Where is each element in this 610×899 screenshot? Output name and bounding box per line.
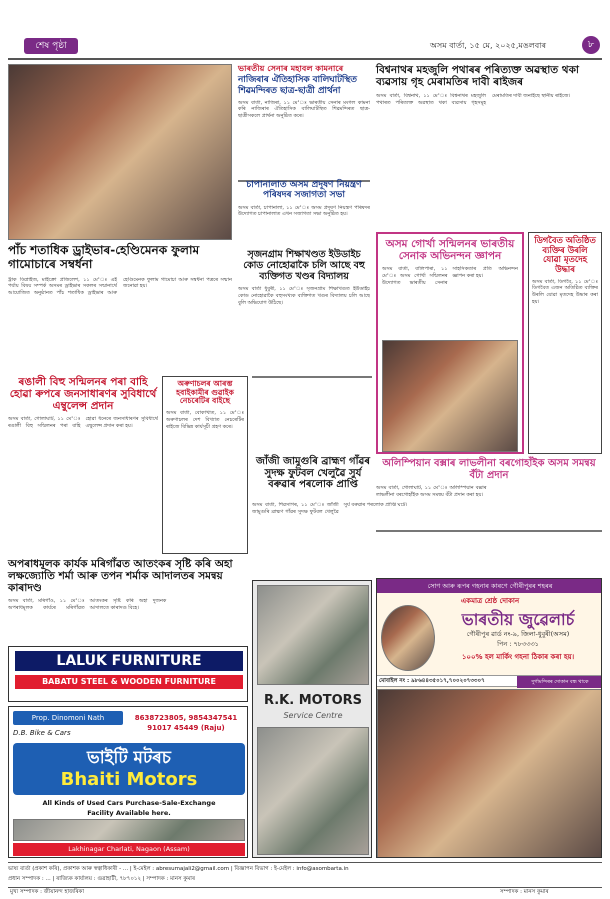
- ad-tag: D.B. Bike & Cars: [13, 729, 71, 737]
- ad-cars-image: [13, 819, 245, 841]
- headline: বিশ্বনাথৰ মহজুলি পথাৰৰ পৰিত্যক্ত অৱস্থাত থকা ব্যৱসায় গৃহ মেৰামতিৰ দাবী ৰাইজৰ: [376, 64, 579, 89]
- spacer: [252, 376, 372, 378]
- page-number: ৮: [582, 36, 600, 54]
- headline: চাপানালাত অসম প্ৰদূষণ নিয়ন্ত্ৰণ পৰিষদৰ সজাগতা সভা: [246, 180, 362, 201]
- article-body: অসম বাৰ্তা, নাজিৰা, ১১ মে’ঃ ভাৰতীয় সেনাৰ মংগল কামনা কৰি নাজিৰাৰ ঐতিহাসিক বালিঘাটস্থিত শিৱমন্দিৰত ছাত্ৰ-ছাত্ৰীসকলে প্ৰাৰ্থনা অনুষ্ঠিত কৰে।: [238, 99, 370, 120]
- footer-left: মুখ্য সম্পাদক : জীয়ানন্দ হাজৰিকা: [10, 889, 84, 895]
- footer-line2: প্ৰধান সম্পাদক : ... | ৰাজ্যিক কাৰ্যালয় : গুৱাহাটী, ৭৮৭০১২ | সম্পাদক : মানস কুমাৰ: [8, 876, 195, 882]
- ad-brand-english: Bhaiti Motors: [60, 769, 198, 790]
- ad-line2: Facility Available here.: [87, 809, 171, 817]
- headline: অৰুণাচলৰ আৰম্ভ হবাইকামীৰ গুৱাইক নেচৰেটিৰ বাইছে: [176, 379, 234, 406]
- ad-bharatiya-jewellers[interactable]: [376, 578, 602, 858]
- ad-top: সোণ আৰু ৰূপৰ গহনাৰ কাৰণে গৌৰীপুৰৰ শহৰৰ: [377, 579, 602, 593]
- ad-subtitle: Service Centre: [283, 711, 343, 720]
- article-body: অসম বাৰ্তা, বোকাখাত, ১১ মে’ঃ অৰুণাচলৰ দেশ বিখ্যাত নেচৰেটিৰ ৰাইজে বিভিন্ন কাৰ্যসূচী গ্ৰহণ কৰে।: [166, 410, 244, 430]
- headline: নাজিৰাৰ ঐতিহাসিক বালিঘাটস্থিত শিৱমন্দিৰত ছাত্ৰ-ছাত্ৰী প্ৰাৰ্থনা: [238, 75, 357, 96]
- article-arunachal: [162, 376, 248, 554]
- ad-promise: ১০০% হল মাৰ্কিং গহনা ঠিকাৰ কৰা হয়।: [461, 653, 575, 661]
- article-school-code: [238, 250, 370, 404]
- ad-brand-banner: [13, 743, 245, 795]
- ad-laluk-furniture[interactable]: [8, 646, 248, 702]
- article-body: অসম বাৰ্তা, চাপানালা, ১১ মে’ঃ অসম প্ৰদূষণ নিয়ন্ত্ৰণ পৰিষদৰ উদ্যোগত চাপানালাত এখন সজাগতা সভা অনুষ্ঠিত হয়।: [238, 204, 370, 218]
- article-body: ট্ৰাক ডিপ্লাইজ, মাইক্ৰো প্ৰজিলেশ, ১১ মে’ঃ এই পৰ্যায় বিষয় সম্পৰ্ক অসমৰ ড্ৰাইভাৰ সকলৰ সন্মানাৰ্থে আয়োজিত অনুষ্ঠানত পাঁচ শতাধিক ড্ৰাইভাৰ আৰু হেণ্ডিমেনক ফুলাম গামোচা আৰু সম্বৰ্ধনা পত্ৰৰে সন্মান জনোৱা হয়।: [8, 276, 232, 297]
- ad-brand-assamese: ভাইটি মটৰচ: [87, 748, 171, 768]
- ad-address: Lakhinagar Charlati, Nagaon (Assam): [13, 843, 245, 856]
- ad-right-note: দুৰ্গামন্দিৰৰ দোকান বন্ধ থাকে: [517, 676, 602, 688]
- headline: জাঁজী জামুগুৰি ব্ৰাহ্মণ গাঁৱৰ সুদক্ষ ফুটবল খেলুৱৈ সুৰ্য বৰুৱাৰ পৰলোক প্ৰাপ্তি: [256, 456, 370, 490]
- ad-addr: গৌৰীপুৰ ৱাৰ্ড নং-৯, জিলা-ধুবুৰী(অসম): [466, 630, 570, 638]
- article-body: অসম বাৰ্তা, ডিগবৈ, ১১ মে’ঃ ডিগবৈত এজন অতিষ্ঠিত ব্যক্তিৰ উৰলি যোৱা মৃতদেহ উদ্ধাৰ কৰা হয়।: [532, 278, 598, 306]
- ad-title: LALUK FURNITURE: [15, 651, 243, 671]
- ad-owner: Prop. Dinomoni Nath: [13, 711, 123, 725]
- article-digboi: [528, 232, 602, 454]
- ad-pin: পিন : ৭৮৩৩৩১: [497, 640, 539, 648]
- article-body: অসম বাৰ্তা, গোলাঘাট, ১১ মে’ঃ ৰঙালী বিহু সন্মিলনৰ পৰা বাহি হোৱা ধনেৰে জনসাধাৰণৰ সুবিধাৰ্থে এম্বুলেন্স প্ৰদান কৰা হয়।: [8, 416, 158, 429]
- footer-line1: ভাষ্য বাৰ্তা (প্ৰকাশ কৰি), প্ৰকাশক আৰু স্বত্বাধিকাৰী - ... | ই-মেইল : abresumajali2@gmail.com | বিজ্ঞাপন বিভাগ : ই-মেইল : info@asombarta.in: [8, 866, 349, 872]
- header-date: অসম বাৰ্তা, ১৫ মে, ২০২৫,মঙলবাৰ: [430, 41, 546, 50]
- article-felicitation: [8, 244, 232, 371]
- article-court: [8, 558, 248, 638]
- ad-rk-photo-top: [257, 585, 369, 685]
- footer-divider: [8, 862, 602, 863]
- ad-bhaiti-motors[interactable]: [8, 706, 248, 858]
- gorkha-photo: [382, 340, 518, 452]
- section-label: শেষ পৃষ্ঠা: [24, 38, 78, 54]
- article-gorkha: [376, 232, 524, 454]
- ad-contact-bar: [377, 675, 602, 687]
- felicitation-photo: [8, 64, 232, 240]
- headline: পাঁচ শতাধিক ড্ৰাইভাৰ-হেণ্ডিমেনক ফুলাম গামোচাৰে সম্বৰ্ধনা: [8, 243, 200, 271]
- article-body: অসম বাৰ্তা, মৰিগাঁও, ১১ মে’ঃ অপৰাধমূলক কাৰ্যৰে মৰিগাঁৱত আতংকৰ সৃষ্টি কৰি অহা দুজনক আদালতে কাৰাদণ্ড বিহে।: [8, 598, 167, 611]
- ad-phones: 8638723805, 9854347541 91017 45449 (Raju): [134, 714, 238, 732]
- article-body: অসম বাৰ্তা ধুবুৰী, ১১ মে’ঃ সৃজনগ্ৰাম শিক্ষাখণ্ডত ইউডাইচ কোড নোহোৱাকৈ বহুসংখ্যক ব্যক্তিগত খণ্ডৰ বিদ্যালয় চলি আছে বুলি অভিযোগ উঠিছে।: [238, 286, 370, 307]
- article-army-prayer: [238, 64, 370, 180]
- headline: ডিগবৈত অতিষ্ঠিত ব্যক্তিৰ উৰলি যোৱা মৃতদেহ উদ্ধাৰ: [534, 235, 596, 274]
- headline: অলিম্পিয়ান বক্সাৰ লাভলীনা বৰগোহাঁইক অসম সমন্বয় বঁটা প্ৰদান: [382, 458, 596, 481]
- spacer: [376, 530, 602, 532]
- article-body: অসম বাৰ্তা, শিৱসাগৰ, ১১ মে’ঃ জাঁজী জামুগুৰি ব্ৰাহ্মণ গাঁৱৰ সুদক্ষ ফুটবল খেলুৱৈ সুৰ্য বৰুৱাৰ পৰলোক প্ৰাপ্তি ঘটে।: [252, 502, 408, 515]
- ad-rk-photo-bottom: [257, 727, 369, 855]
- headline: অপৰাধমূলক কাৰ্যক মৰিগাঁৱত আতংকৰ সৃষ্টি কৰি অহা লক্ষজ্যোতি শৰ্মা আৰু তপন শৰ্মাক আদালতৰ সমন্বয় কাৰাদণ্ড: [8, 558, 233, 595]
- headline: সৃজনগ্ৰাম শিক্ষাখণ্ডত ইউডাইচ কোড নোহোৱাকৈ চলি আছে বহু ব্যক্তিগত খণ্ডৰ বিদ্যালয়: [243, 249, 365, 282]
- header-divider: [8, 58, 602, 60]
- footer-right: সম্পাদক : মানস কুমাৰ: [500, 889, 549, 895]
- article-bihu-ambulance: [8, 376, 158, 566]
- headline: অসম গোৰ্খা সন্মিলনৰ ভাৰতীয় সেনাক অভিনন্দন জ্ঞাপন: [385, 238, 515, 263]
- article-football: [252, 456, 374, 491]
- footer-divider-2: [8, 887, 602, 888]
- ad-title: R.K. MOTORS: [263, 693, 362, 708]
- ad-subtitle: BABATU STEEL & WOODEN FURNITURE: [15, 675, 243, 689]
- article-biswanath: [376, 64, 602, 255]
- ad-mid: একমাত্ৰ শ্ৰেষ্ঠ দোকান: [460, 597, 520, 605]
- article-body: অসম বাৰ্তা, বালিপাৰা, ১১ মে’ঃ অসম গোৰ্খা সন্মিলনৰ উদ্যোগত ভাৰতীয় সেনাৰ সাহসিকতাৰ প্ৰতি অভিনন্দন জ্ঞাপন কৰা হয়।: [382, 266, 518, 286]
- page-header: [0, 0, 610, 58]
- ad-name: ভাৰতীয় জুৱেলাৰ্চ: [461, 610, 575, 629]
- article-lovlina: [376, 458, 602, 547]
- ad-rk-motors[interactable]: [252, 580, 372, 858]
- ad-mobile: মোবাইল নং : ৯৮৬৪৪৩৫০১৭,৭০০২০৭৩৩০৭: [379, 678, 485, 684]
- ad-line1: All Kinds of Used Cars Purchase-Sale-Exchange: [42, 799, 216, 807]
- ad-ornament-image: [381, 605, 435, 671]
- headline: ৰঙালী বিহু সন্মিলনৰ পৰা বাহি হোৱা ৰুপৰে জনসাধাৰণৰ সুবিধাৰ্থে এম্বুলেন্স প্ৰদান: [9, 376, 157, 413]
- article-pollution: [238, 180, 370, 245]
- ad-model-image: [377, 689, 602, 858]
- article-body: অসম বাৰ্তা, গোলাঘাট, ১১ মে’ঃ অলিম্পিয়ান বক্সাৰ লাভলীনা বৰগোহাঁইক অসম সমন্বয় বঁটা প্ৰদান কৰা হয়।: [376, 485, 487, 498]
- article-body: অসম বাৰ্তা, বিশ্বনাথ, ১১ মে’ঃ বিশ্বনাথৰ মহজুলি পথাৰত পৰিত্যক্ত অৱস্থাত থকা ব্যৱসায় গৃহসমূহ মেৰামতিৰ দাবী জনাইছে স্থানীয় ৰাইজে।: [376, 93, 571, 106]
- headline-red: ভাৰতীয় সেনাৰ মহাবল কামনাৰে: [238, 63, 344, 73]
